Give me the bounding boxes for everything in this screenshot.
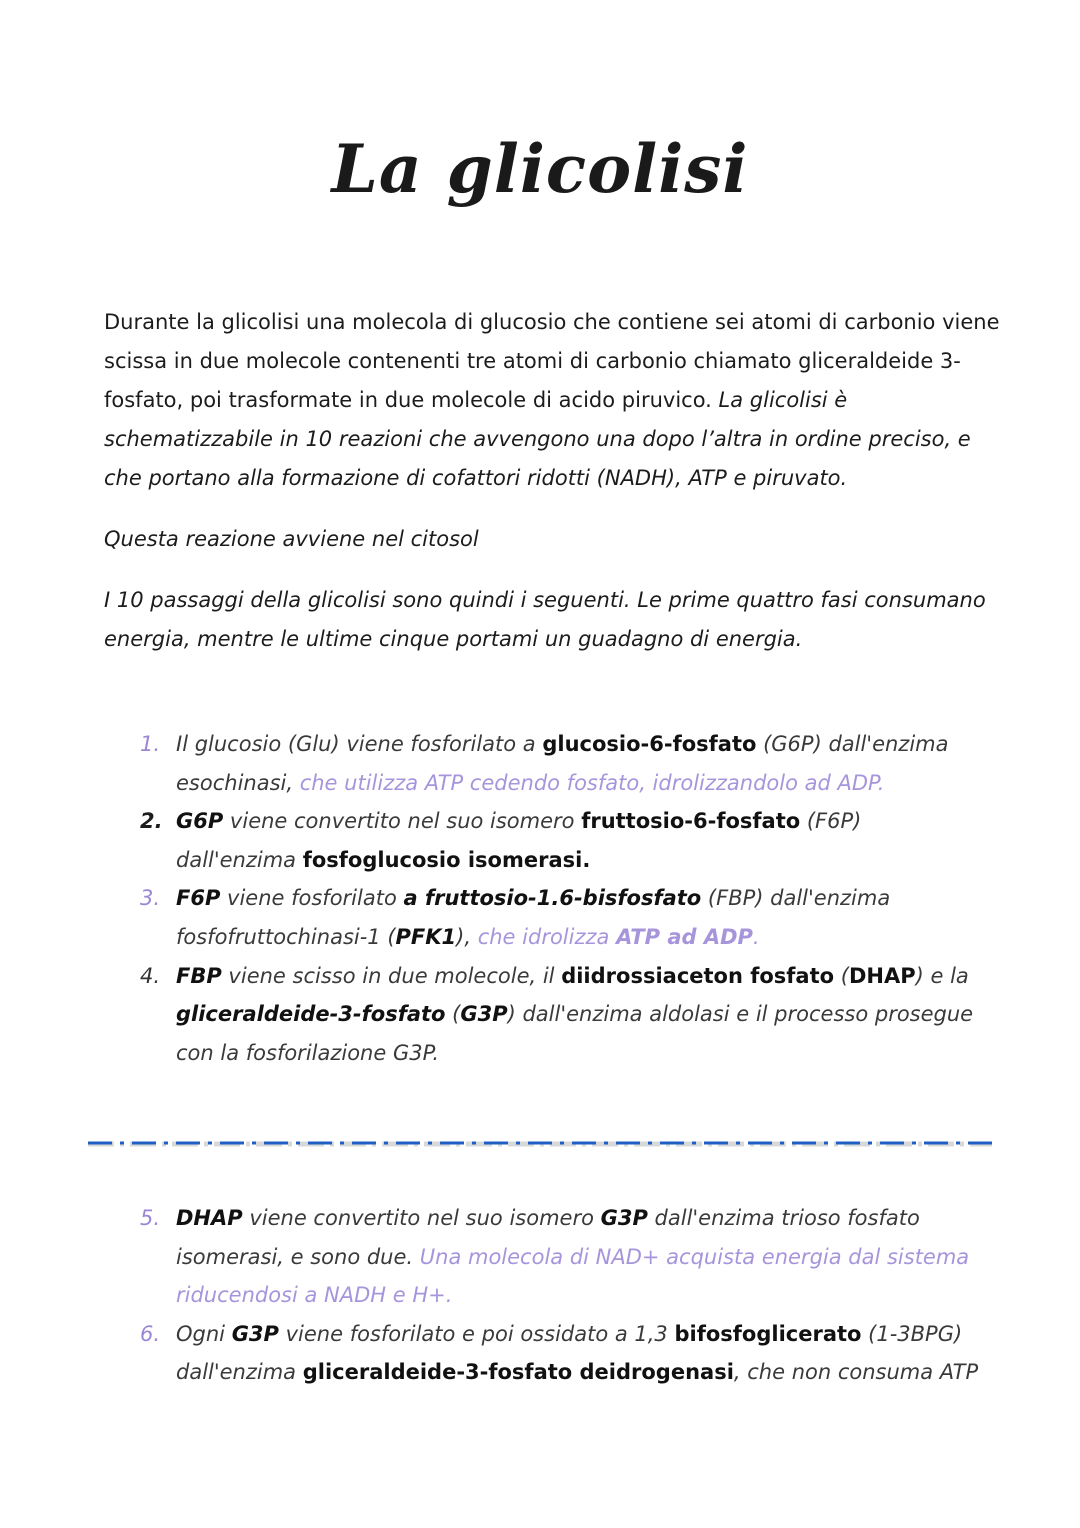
step-number: 3. bbox=[140, 886, 161, 911]
intro-italic-text: La glicolisi è schematizzabile in 10 reazioni che avvengono una dopo l’altra in ordine preciso, e che portano alla formazione di cofattori ridotti (NADH), ATP e piruvato. bbox=[104, 388, 971, 490]
list-item bbox=[140, 957, 980, 1073]
page-title: La glicolisi bbox=[331, 130, 749, 208]
step-text: Il glucosio (Glu) viene fosforilato a glucosio-6-fosfato (G6P) dall'enzima esochinasi, che utilizza ATP cedendo fosfato, idrolizzandolo ad ADP. bbox=[176, 732, 949, 795]
step-number: 6. bbox=[140, 1321, 161, 1346]
intro-paragraph bbox=[104, 303, 1004, 498]
steps-list-part-1 bbox=[140, 725, 980, 1072]
location-note: Questa reazione avviene nel citosol bbox=[104, 527, 479, 551]
step-text: G6P viene convertito nel suo isomero fruttosio-6-fosfato (F6P) dall'enzima fosfoglucosio isomerasi. bbox=[176, 809, 862, 872]
steps-list-part-2 bbox=[140, 1199, 980, 1392]
step-text: DHAP viene convertito nel suo isomero G3P dall'enzima trioso fosfato isomerasi, e sono due. Una molecola di NAD+ acquista energia dal sistema riducendosi a NADH e H+. bbox=[176, 1206, 970, 1308]
step-number: 1. bbox=[140, 732, 161, 756]
list-item bbox=[140, 802, 980, 879]
intro-text: Durante la glicolisi una molecola di glucosio che contiene sei atomi di carbonio viene scissa in due molecole contenenti tre atomi di carbonio chiamato gliceraldeide 3-fosfato, poi trasformate in due molecole di acido piruvico. bbox=[104, 310, 1000, 412]
intro-section bbox=[104, 303, 1004, 659]
step-text: FBP viene scisso in due molecole, il diidrossiaceton fosfato (DHAP) e la gliceraldeide-3-fosfato (G3P) dall'enzima aldolasi e il processo prosegue con la fosforilazione G3P. bbox=[176, 963, 974, 1065]
dashed-divider bbox=[88, 1138, 992, 1152]
list-item bbox=[140, 879, 980, 956]
list-item bbox=[140, 725, 980, 802]
list-item bbox=[140, 1199, 980, 1315]
step-number: 5. bbox=[140, 1206, 161, 1230]
step-text: Ogni G3P viene fosforilato e poi ossidato a 1,3 bifosfoglicerato (1-3BPG) dall'enzima gliceraldeide-3-fosfato deidrogenasi, che non consuma ATP bbox=[176, 1321, 979, 1385]
step-number: 4. bbox=[140, 963, 161, 988]
step-number: 2. bbox=[140, 809, 163, 834]
step-text: F6P viene fosforilato a fruttosio-1.6-bisfosfato (FBP) dall'enzima fosfofruttochinasi-1 (PFK1), che idrolizza ATP ad ADP. bbox=[176, 886, 891, 949]
list-item bbox=[140, 1315, 980, 1392]
steps-intro: I 10 passaggi della glicolisi sono quindi i seguenti. Le prime quattro fasi consumano energia, mentre le ultime cinque portami un guadagno di energia. bbox=[104, 588, 986, 651]
